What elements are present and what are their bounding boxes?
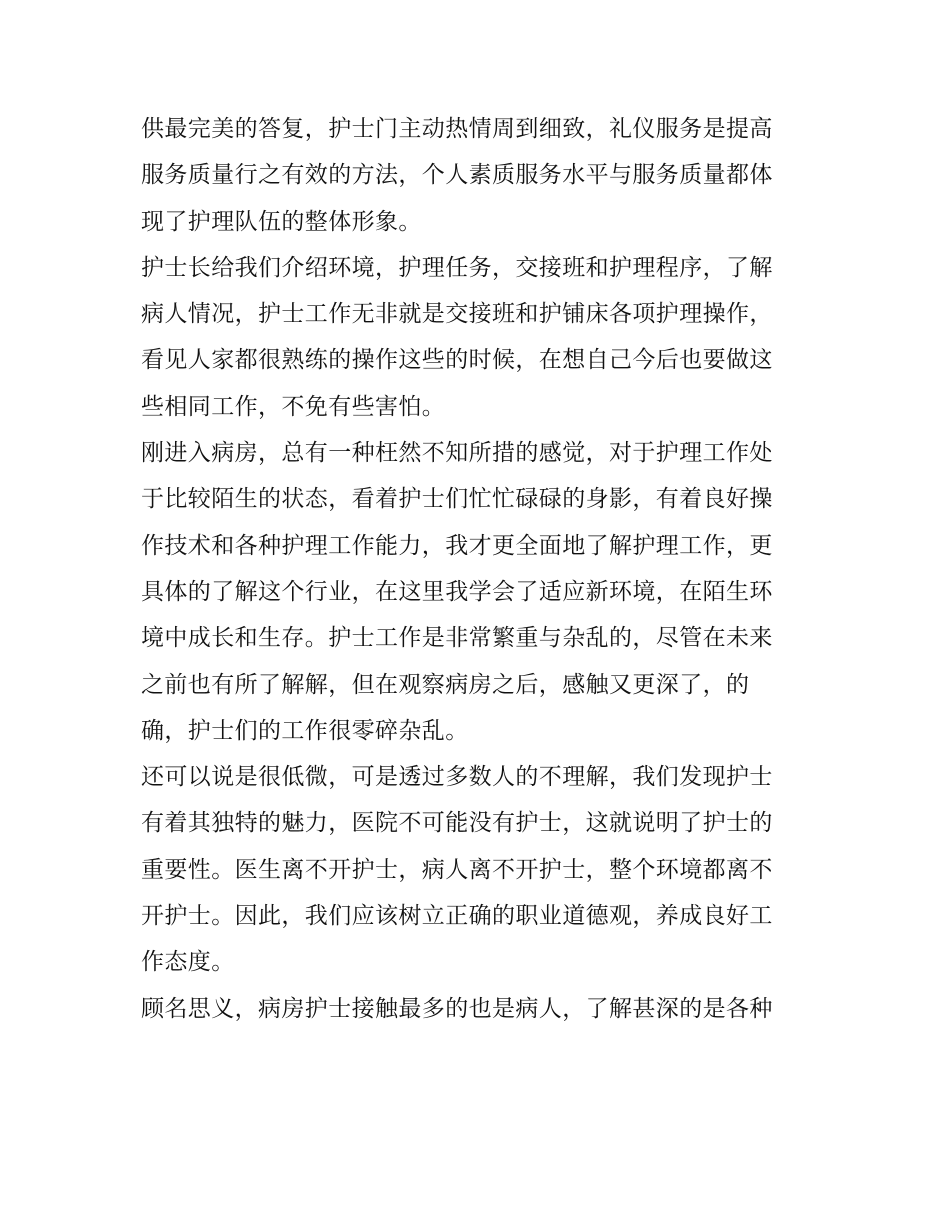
text-line: 还可以说是很低微，可是透过多数人的不理解，我们发现护士 bbox=[141, 764, 773, 791]
text-line: 刚进入病房，总有一种枉然不知所措的感觉，对于护理工作处 bbox=[141, 440, 773, 467]
text-line: 重要性。医生离不开护士，病人离不开护士，整个环境都离不 bbox=[141, 856, 773, 883]
text-line: 境中成长和生存。护士工作是非常繁重与杂乱的，尽管在未来 bbox=[141, 625, 773, 652]
paragraph-5 bbox=[141, 986, 813, 1032]
text-line: 于比较陌生的状态，看着护士们忙忙碌碌的身影，有着良好操 bbox=[141, 486, 773, 513]
paragraph-4 bbox=[141, 754, 813, 985]
text-line: 作态度。 bbox=[141, 949, 235, 976]
text-line: 些相同工作，不免有些害怕。 bbox=[141, 393, 446, 420]
paragraph-3 bbox=[141, 430, 813, 754]
paragraph-1 bbox=[141, 106, 813, 245]
text-line: 开护士。因此，我们应该树立正确的职业道德观，养成良好工 bbox=[141, 903, 773, 930]
text-line: 顾名思义，病房护士接触最多的也是病人，了解甚深的是各种 bbox=[141, 995, 773, 1022]
text-line: 确，护士们的工作很零碎杂乱。 bbox=[141, 717, 469, 744]
text-line: 病人情况，护士工作无非就是交接班和护铺床各项护理操作， bbox=[141, 301, 773, 328]
text-line: 护士长给我们介绍环境，护理任务，交接班和护理程序，了解 bbox=[141, 254, 773, 281]
text-line: 看见人家都很熟练的操作这些的时候，在想自己今后也要做这 bbox=[141, 347, 773, 374]
document-body bbox=[141, 106, 813, 1032]
paragraph-2 bbox=[141, 245, 813, 430]
text-line: 具体的了解这个行业，在这里我学会了适应新环境，在陌生环 bbox=[141, 578, 773, 605]
text-line: 作技术和各种护理工作能力，我才更全面地了解护理工作，更 bbox=[141, 532, 773, 559]
text-line: 供最完美的答复，护士门主动热情周到细致，礼仪服务是提高 bbox=[141, 116, 773, 142]
text-line: 有着其独特的魅力，医院不可能没有护士，这就说明了护士的 bbox=[141, 810, 773, 837]
text-line: 之前也有所了解解，但在观察病房之后，感触又更深了，的 bbox=[141, 671, 750, 698]
text-line: 服务质量行之有效的方法，个人素质服务水平与服务质量都体 bbox=[141, 162, 773, 189]
text-line: 现了护理队伍的整体形象。 bbox=[141, 208, 422, 235]
